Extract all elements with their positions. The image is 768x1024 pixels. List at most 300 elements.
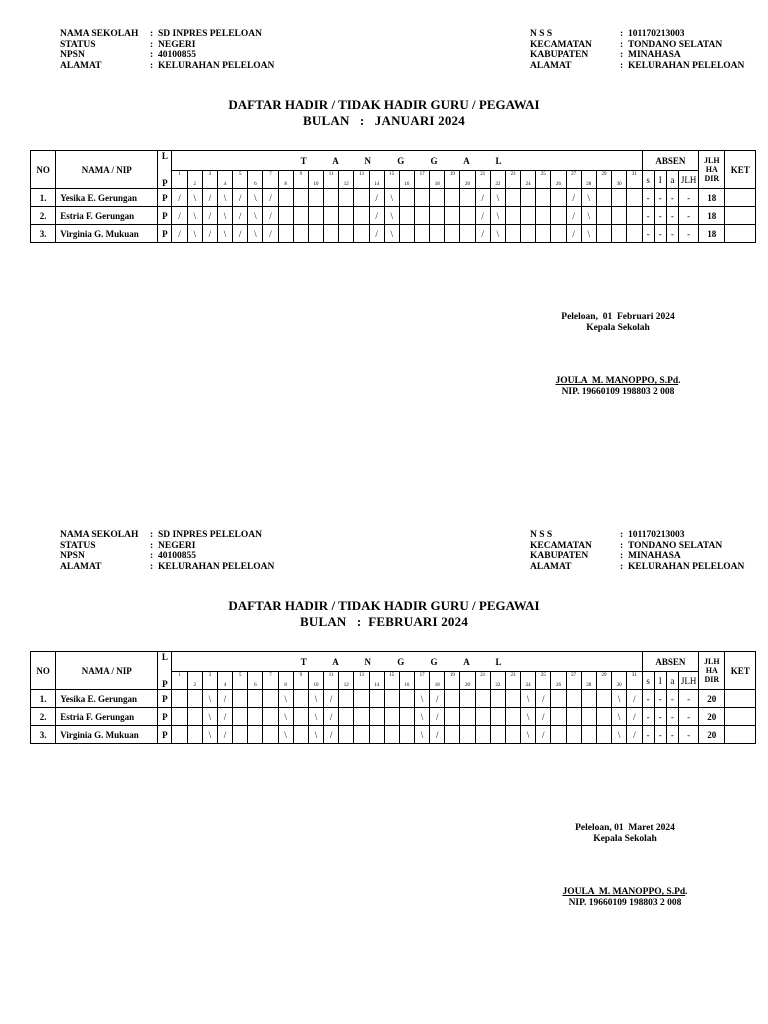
attendance-mark bbox=[293, 726, 308, 744]
day-number: 9 bbox=[299, 172, 303, 177]
school-region-block bbox=[530, 29, 744, 71]
attendance-mark: / bbox=[172, 207, 187, 225]
attendance-mark: / bbox=[536, 690, 551, 708]
attendance-mark bbox=[460, 726, 475, 744]
info-colon: : bbox=[620, 29, 624, 39]
absen-s-value: - bbox=[642, 225, 654, 243]
info-row bbox=[60, 551, 274, 562]
attendance-mark bbox=[430, 207, 445, 225]
attendance-mark: \ bbox=[217, 207, 232, 225]
day-number: 11 bbox=[328, 673, 334, 678]
day-number-cell bbox=[414, 171, 429, 189]
teacher-name: Estria F. Gerungan bbox=[56, 708, 158, 726]
sign-role: Kepala Sekolah bbox=[586, 323, 650, 333]
name-dot: . bbox=[685, 887, 688, 897]
gender: P bbox=[158, 225, 172, 243]
absen-s-header: s bbox=[642, 171, 654, 189]
sign-place-date: Peleloan, 01 Maret 2024 bbox=[575, 823, 675, 833]
day-number-cell bbox=[369, 171, 384, 189]
absen-jlh-header: JLH bbox=[678, 171, 698, 189]
attendance-mark: / bbox=[475, 189, 490, 207]
absen-s-header: s bbox=[642, 672, 654, 690]
info-colon: : bbox=[620, 530, 624, 540]
sign-place-date: Peleloan, 01 Februari 2024 bbox=[561, 312, 675, 322]
absen-i-value: - bbox=[654, 690, 666, 708]
no-header: NO bbox=[31, 151, 56, 189]
attendance-mark: \ bbox=[414, 726, 429, 744]
info-row bbox=[530, 551, 744, 562]
day-number: 17 bbox=[419, 673, 425, 678]
info-row bbox=[60, 562, 274, 573]
day-number: 23 bbox=[510, 172, 516, 177]
day-number-cell bbox=[202, 672, 217, 690]
remarks bbox=[725, 708, 756, 726]
attendance-mark: \ bbox=[217, 189, 232, 207]
day-number: 31 bbox=[631, 673, 637, 678]
attendance-mark bbox=[354, 690, 369, 708]
attendance-mark bbox=[521, 225, 536, 243]
attendance-mark bbox=[612, 225, 627, 243]
attendance-mark bbox=[551, 690, 566, 708]
lp-header bbox=[158, 151, 172, 189]
gender: P bbox=[158, 690, 172, 708]
attendance-mark bbox=[581, 708, 596, 726]
info-value: 101170213003 bbox=[628, 530, 685, 540]
ket-header: KET bbox=[725, 151, 756, 189]
teacher-name: Yesika E. Gerungan bbox=[56, 690, 158, 708]
day-number: 9 bbox=[299, 673, 303, 678]
name-header: NAMA / NIP bbox=[56, 151, 158, 189]
day-number-cell bbox=[278, 171, 293, 189]
day-number: 30 bbox=[616, 683, 622, 688]
attendance-mark: \ bbox=[521, 726, 536, 744]
absen-s-value: - bbox=[642, 708, 654, 726]
attendance-mark: / bbox=[566, 225, 581, 243]
day-number: 13 bbox=[358, 172, 364, 177]
table-row bbox=[31, 189, 756, 207]
day-number: 10 bbox=[313, 182, 319, 187]
attendance-mark bbox=[566, 690, 581, 708]
attendance-mark bbox=[308, 225, 323, 243]
attendance-mark: / bbox=[324, 708, 339, 726]
day-number-cell bbox=[339, 171, 354, 189]
attendance-mark: \ bbox=[308, 708, 323, 726]
attendance-mark bbox=[596, 207, 611, 225]
day-number: 31 bbox=[631, 172, 637, 177]
day-number-cell bbox=[612, 171, 627, 189]
day-number-cell bbox=[566, 171, 581, 189]
day-number: 19 bbox=[449, 172, 455, 177]
day-number-cell bbox=[217, 171, 232, 189]
info-label: NAMA SEKOLAH bbox=[60, 29, 139, 39]
attendance-mark bbox=[339, 726, 354, 744]
attendance-mark bbox=[475, 690, 490, 708]
attendance-mark bbox=[414, 189, 429, 207]
attendance-mark bbox=[339, 708, 354, 726]
day-number-cell bbox=[445, 672, 460, 690]
teacher-name: Virginia G. Mukuan bbox=[56, 225, 158, 243]
attendance-mark: \ bbox=[581, 225, 596, 243]
attendance-mark bbox=[612, 207, 627, 225]
absen-i-header: I bbox=[654, 672, 666, 690]
attendance-mark: / bbox=[202, 189, 217, 207]
attendance-mark bbox=[566, 726, 581, 744]
attendance-mark bbox=[460, 225, 475, 243]
day-number-cell bbox=[202, 171, 217, 189]
day-number: 18 bbox=[434, 683, 440, 688]
info-row bbox=[530, 40, 744, 51]
attendance-mark bbox=[384, 690, 399, 708]
total-present: 18 bbox=[699, 207, 725, 225]
ket-header: KET bbox=[725, 652, 756, 690]
day-number: 21 bbox=[480, 172, 486, 177]
attendance-mark: / bbox=[627, 690, 642, 708]
principal-nip: NIP. 19660109 198803 2 008 bbox=[561, 387, 675, 397]
day-number: 14 bbox=[374, 683, 380, 688]
attendance-mark bbox=[596, 189, 611, 207]
remarks bbox=[725, 207, 756, 225]
day-number: 8 bbox=[284, 683, 287, 688]
day-number-cell bbox=[308, 672, 323, 690]
info-row bbox=[530, 541, 744, 552]
absen-i-header: I bbox=[654, 171, 666, 189]
attendance-mark bbox=[551, 708, 566, 726]
gender: P bbox=[158, 207, 172, 225]
day-number: 12 bbox=[343, 182, 349, 187]
info-value: TONDANO SELATAN bbox=[628, 540, 723, 551]
info-row bbox=[60, 530, 274, 541]
attendance-mark bbox=[430, 225, 445, 243]
attendance-mark: / bbox=[202, 225, 217, 243]
attendance-mark bbox=[551, 189, 566, 207]
info-value: 40100855 bbox=[158, 551, 196, 561]
attendance-mark bbox=[308, 207, 323, 225]
attendance-mark: \ bbox=[384, 207, 399, 225]
attendance-mark bbox=[248, 690, 263, 708]
attendance-mark: \ bbox=[490, 189, 505, 207]
day-number: 4 bbox=[223, 182, 227, 187]
attendance-mark bbox=[399, 708, 414, 726]
day-number-cell bbox=[172, 171, 187, 189]
school-identity-block bbox=[60, 530, 274, 572]
attendance-mark bbox=[581, 726, 596, 744]
attendance-mark bbox=[187, 690, 202, 708]
day-number-cell bbox=[596, 171, 611, 189]
day-number-cell bbox=[369, 672, 384, 690]
day-number-cell bbox=[596, 672, 611, 690]
attendance-mark bbox=[399, 189, 414, 207]
l-label: L bbox=[161, 151, 168, 161]
info-label: N S S bbox=[530, 530, 553, 540]
attendance-mark bbox=[430, 189, 445, 207]
day-number-cell bbox=[430, 672, 445, 690]
attendance-mark bbox=[293, 207, 308, 225]
attendance-mark: / bbox=[430, 726, 445, 744]
attendance-mark bbox=[233, 708, 248, 726]
attendance-mark bbox=[339, 225, 354, 243]
day-number-cell bbox=[187, 171, 202, 189]
attendance-mark bbox=[248, 726, 263, 744]
attendance-mark bbox=[369, 708, 384, 726]
attendance-mark bbox=[445, 207, 460, 225]
info-value: TONDANO SELATAN bbox=[628, 39, 723, 50]
info-row bbox=[530, 29, 744, 40]
day-number: 30 bbox=[616, 182, 622, 187]
info-colon: : bbox=[620, 561, 624, 572]
remarks bbox=[725, 690, 756, 708]
row-number: 1. bbox=[31, 189, 56, 207]
attendance-mark bbox=[308, 189, 323, 207]
day-number-cell bbox=[566, 672, 581, 690]
school-identity-block bbox=[60, 29, 274, 71]
attendance-mark bbox=[596, 726, 611, 744]
day-number: 8 bbox=[284, 182, 287, 187]
attendance-mark bbox=[339, 690, 354, 708]
attendance-mark bbox=[445, 225, 460, 243]
attendance-mark bbox=[551, 225, 566, 243]
day-number-cell bbox=[445, 171, 460, 189]
attendance-mark: \ bbox=[278, 690, 293, 708]
info-colon: : bbox=[150, 540, 154, 551]
attendance-mark bbox=[596, 225, 611, 243]
l-label: L bbox=[161, 652, 168, 662]
attendance-mark: / bbox=[536, 726, 551, 744]
absen-header: ABSEN bbox=[642, 151, 699, 171]
attendance-mark bbox=[324, 189, 339, 207]
absen-jlh-value: - bbox=[678, 189, 698, 207]
absen-i-value: - bbox=[654, 207, 666, 225]
school-region-block bbox=[530, 530, 744, 572]
attendance-mark bbox=[399, 690, 414, 708]
table-row bbox=[31, 708, 756, 726]
info-label: ALAMAT bbox=[60, 60, 102, 71]
attendance-mark bbox=[460, 690, 475, 708]
absen-a-header: a bbox=[666, 672, 678, 690]
attendance-mark bbox=[536, 207, 551, 225]
info-colon: : bbox=[620, 551, 624, 561]
attendance-mark bbox=[293, 225, 308, 243]
day-number: 28 bbox=[586, 683, 592, 688]
jlh-hadir-label: JLH HA DIR bbox=[704, 657, 720, 684]
attendance-mark bbox=[414, 225, 429, 243]
info-value: 40100855 bbox=[158, 50, 196, 60]
sign-name-line bbox=[538, 376, 698, 387]
day-number-cell bbox=[414, 672, 429, 690]
no-header: NO bbox=[31, 652, 56, 690]
day-number-cell bbox=[172, 672, 187, 690]
info-row bbox=[60, 61, 274, 72]
attendance-mark bbox=[172, 726, 187, 744]
attendance-mark bbox=[399, 225, 414, 243]
day-number: 22 bbox=[495, 182, 501, 187]
attendance-mark: / bbox=[324, 690, 339, 708]
attendance-mark: \ bbox=[384, 225, 399, 243]
info-value: MINAHASA bbox=[628, 50, 681, 60]
day-number-cell bbox=[581, 672, 596, 690]
attendance-mark bbox=[293, 690, 308, 708]
jlh-hadir-header bbox=[699, 151, 725, 189]
day-number-cell bbox=[460, 672, 475, 690]
attendance-mark bbox=[505, 690, 520, 708]
sheet-title bbox=[0, 598, 768, 629]
info-value: SD INPRES PELELOAN bbox=[158, 29, 262, 39]
attendance-mark: \ bbox=[414, 708, 429, 726]
attendance-mark bbox=[596, 690, 611, 708]
absen-jlh-value: - bbox=[678, 690, 698, 708]
attendance-mark: \ bbox=[581, 207, 596, 225]
info-label: NPSN bbox=[60, 551, 85, 561]
attendance-mark: \ bbox=[612, 726, 627, 744]
day-number-cell bbox=[475, 171, 490, 189]
day-number: 4 bbox=[223, 683, 227, 688]
info-colon: : bbox=[150, 29, 154, 39]
info-row bbox=[60, 50, 274, 61]
info-row bbox=[530, 530, 744, 541]
day-number: 26 bbox=[555, 683, 561, 688]
day-number: 24 bbox=[525, 182, 531, 187]
lp-header bbox=[158, 652, 172, 690]
day-number: 5 bbox=[238, 673, 242, 678]
attendance-mark: / bbox=[369, 189, 384, 207]
info-colon: : bbox=[620, 540, 624, 551]
teacher-name: Yesika E. Gerungan bbox=[56, 189, 158, 207]
day-number: 29 bbox=[601, 673, 607, 678]
attendance-mark: \ bbox=[217, 225, 232, 243]
table-row bbox=[31, 726, 756, 744]
day-number: 6 bbox=[254, 683, 257, 688]
absen-jlh-header: JLH bbox=[678, 672, 698, 690]
attendance-mark bbox=[233, 726, 248, 744]
day-number-cell bbox=[430, 171, 445, 189]
principal-name: JOULA M. MANOPPO, S.Pd bbox=[562, 887, 686, 897]
attendance-mark bbox=[505, 225, 520, 243]
p-label: P bbox=[162, 679, 168, 689]
attendance-mark: / bbox=[263, 207, 278, 225]
attendance-mark bbox=[505, 726, 520, 744]
day-number-cell bbox=[217, 672, 232, 690]
info-colon: : bbox=[620, 50, 624, 60]
attendance-table bbox=[30, 150, 756, 243]
attendance-mark bbox=[460, 708, 475, 726]
attendance-table bbox=[30, 651, 756, 744]
attendance-mark: \ bbox=[521, 690, 536, 708]
day-number-cell bbox=[612, 672, 627, 690]
attendance-mark bbox=[369, 690, 384, 708]
attendance-mark: / bbox=[369, 225, 384, 243]
day-number-cell bbox=[354, 171, 369, 189]
day-number: 11 bbox=[328, 172, 334, 177]
day-number-cell bbox=[384, 672, 399, 690]
attendance-mark: \ bbox=[202, 690, 217, 708]
name-dot: . bbox=[678, 376, 681, 386]
attendance-mark bbox=[233, 690, 248, 708]
day-number-cell bbox=[536, 672, 551, 690]
attendance-mark bbox=[172, 708, 187, 726]
header-row bbox=[31, 151, 756, 171]
attendance-mark: / bbox=[324, 726, 339, 744]
remarks bbox=[725, 225, 756, 243]
title-line: DAFTAR HADIR / TIDAK HADIR GURU / PEGAWAI bbox=[228, 598, 540, 613]
info-colon: : bbox=[150, 561, 154, 572]
info-value: KELURAHAN PELELOAN bbox=[158, 561, 275, 572]
day-number: 16 bbox=[404, 683, 410, 688]
day-number: 1 bbox=[178, 172, 181, 177]
attendance-mark bbox=[187, 708, 202, 726]
absen-jlh-value: - bbox=[678, 708, 698, 726]
info-label: KABUPATEN bbox=[530, 551, 589, 561]
absen-i-value: - bbox=[654, 225, 666, 243]
attendance-mark bbox=[414, 207, 429, 225]
attendance-mark bbox=[248, 708, 263, 726]
attendance-mark bbox=[536, 225, 551, 243]
attendance-mark: \ bbox=[308, 690, 323, 708]
day-number: 1 bbox=[178, 673, 181, 678]
sign-role: Kepala Sekolah bbox=[593, 834, 657, 844]
info-colon: : bbox=[620, 60, 624, 71]
day-number-cell bbox=[263, 171, 278, 189]
info-value: NEGERI bbox=[158, 39, 196, 50]
attendance-mark: / bbox=[217, 690, 232, 708]
absen-a-header: a bbox=[666, 171, 678, 189]
day-number: 7 bbox=[269, 172, 272, 177]
info-label: STATUS bbox=[60, 540, 96, 551]
attendance-mark: \ bbox=[248, 189, 263, 207]
attendance-mark bbox=[445, 708, 460, 726]
absen-a-value: - bbox=[666, 207, 678, 225]
info-colon: : bbox=[150, 530, 154, 540]
attendance-sheet-1 bbox=[0, 0, 768, 500]
attendance-mark bbox=[596, 708, 611, 726]
remarks bbox=[725, 189, 756, 207]
attendance-mark bbox=[521, 207, 536, 225]
attendance-mark bbox=[354, 189, 369, 207]
attendance-mark: \ bbox=[187, 207, 202, 225]
day-number: 6 bbox=[254, 182, 257, 187]
absen-s-value: - bbox=[642, 189, 654, 207]
attendance-mark bbox=[536, 189, 551, 207]
day-number-cell bbox=[263, 672, 278, 690]
total-present: 18 bbox=[699, 225, 725, 243]
total-present: 20 bbox=[699, 726, 725, 744]
day-number: 24 bbox=[525, 683, 531, 688]
attendance-mark bbox=[278, 189, 293, 207]
attendance-mark bbox=[293, 708, 308, 726]
day-number-cell bbox=[187, 672, 202, 690]
day-number: 2 bbox=[193, 182, 196, 187]
attendance-mark: \ bbox=[202, 708, 217, 726]
info-row bbox=[530, 50, 744, 61]
attendance-mark bbox=[354, 726, 369, 744]
day-number-cell bbox=[293, 672, 308, 690]
attendance-mark bbox=[399, 207, 414, 225]
attendance-mark: / bbox=[369, 207, 384, 225]
day-number: 12 bbox=[343, 683, 349, 688]
attendance-mark: \ bbox=[278, 726, 293, 744]
info-row bbox=[60, 541, 274, 552]
row-number: 2. bbox=[31, 708, 56, 726]
attendance-mark bbox=[627, 207, 642, 225]
attendance-mark: / bbox=[566, 207, 581, 225]
principal-name: JOULA M. MANOPPO, S.Pd bbox=[555, 376, 679, 386]
row-number: 1. bbox=[31, 690, 56, 708]
attendance-mark: \ bbox=[187, 189, 202, 207]
day-number-cell bbox=[354, 672, 369, 690]
day-number: 20 bbox=[465, 182, 471, 187]
attendance-mark bbox=[187, 726, 202, 744]
absen-jlh-value: - bbox=[678, 225, 698, 243]
attendance-mark bbox=[278, 225, 293, 243]
attendance-mark bbox=[399, 726, 414, 744]
